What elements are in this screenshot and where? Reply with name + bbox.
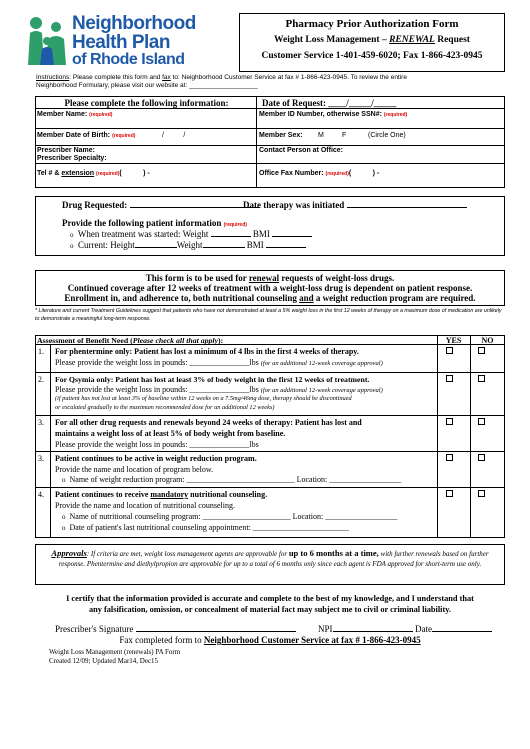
row-number: 2. [38,375,44,384]
member-id-input[interactable] [259,119,499,127]
phentermine-yes-checkbox[interactable] [446,347,453,354]
provide-info-label: Provide the following patient information (required) [62,218,247,228]
member-sex-label: Member Sex: [259,132,303,139]
qsymia-weight-loss[interactable]: Please provide the weight loss in pounds: _______________lbs (for an additional 12-week coverage approval) [55,385,383,394]
fax-instruction: Fax completed form to Neighborhood Customer Service at fax # 1-866-423-0945 [119,635,421,645]
drug-requested-label: Drug Requested: [62,200,260,210]
approvals-text: Approvals: If criteria are met, weight loss management agents are approvable for up to 6 months at a time, with further renewals based on further response. Phentermine and diethylpropion are approvable for up to a total of 6 months only since each agent is FDA approved for short-term use only. [51,548,489,568]
phentermine-no-checkbox[interactable] [478,347,485,354]
start-weight-line[interactable]: o When treatment was started: Weight BMI [70,229,312,239]
other-drugs-no-checkbox[interactable] [478,418,485,425]
qsymia-yes-checkbox[interactable] [446,375,453,382]
row-number: 3. [38,454,44,463]
row-number: 3. [38,418,44,427]
notice-line-3: Enrollment in, and adherence to, both nutritional counseling and a weight reduction program are required. [64,293,476,303]
logo-line-2: Health Plan [72,32,170,53]
member-name-label: Member Name: (required) [37,111,113,118]
weight-program-no-checkbox[interactable] [478,454,485,461]
notice-line-2: Continued coverage after 12 weeks of treatment with a weight-loss drug is dependent on patient response. [67,283,473,293]
date-of-request: Date of Request: ____/_____/_____ [262,98,397,108]
counseling-program-field[interactable]: o Name of nutritional counseling program: ______________________ Location: __________________ [62,512,398,521]
other-drugs-criterion-2: maintains a weight loss of at least 5% of body weight from baseline. [55,429,286,438]
other-drugs-criterion: For all other drug requests and renewals beyond 24 weeks of therapy: Patient has lost and [55,418,362,427]
counseling-yes-checkbox[interactable] [446,490,453,497]
yes-column-header: YES [445,336,462,345]
qsymia-no-checkbox[interactable] [478,375,485,382]
phentermine-criterion: For phentermine only: Patient has lost a minimum of 4 lbs in the first 4 weeks of therapy. [55,347,359,356]
other-drugs-yes-checkbox[interactable] [446,418,453,425]
prescriber-specialty-label: Prescriber Specialty: [37,155,107,162]
sex-f-option[interactable]: F [342,132,347,139]
family-icon [26,15,72,67]
instructions: Instructions: Please complete this form and fax to: Neighborhood Customer Service at fax # 1-866-423-0945. To review the entire Neighborhood Formulary, please visit our website at: ___________________ [36,74,407,89]
form-title: Pharmacy Prior Authorization Form [285,18,459,30]
customer-service-line: Customer Service 1-401-459-6020; Fax 1-866-423-0945 [261,51,483,61]
counseling-no-checkbox[interactable] [478,490,485,497]
no-column-header: NO [481,336,494,345]
certify-line-1: I certify that the information provided is accurate and complete to the best of my knowledge, and I understand that [66,594,474,603]
counseling-criterion: Patient continues to receive mandatory nutritional counseling. [55,490,268,499]
office-fax-label: Office Fax Number: (required)( ) - [259,170,380,177]
other-drugs-weight-loss[interactable]: Please provide the weight loss in pounds: _______________lbs [55,440,259,449]
prescriber-name-label: Prescriber Name: [37,147,95,154]
date-field[interactable]: Date [415,624,492,634]
footer-line-2: Created 12/09; Updated Mar14, Dec15 [49,657,159,665]
weight-program-instruction: Provide the name and location of program below. [55,465,214,474]
member-id-label: Member ID Number, otherwise SSN#: (required) [259,111,408,118]
notice-footnote: * Literature and current Treatment Guidelines suggest that patients who have not demonstrated at least a 5% weight loss in the first 12 weeks of therapy on a maximum dose of medication are unlikely to demonstrate a meaningful long-term response. [35,308,502,322]
assessment-header: Assessment of Benefit Need (Please check all that apply): [37,336,224,345]
please-complete-label: Please complete the following information: [64,98,229,108]
qsymia-note-1: (if patient has not lost at least 3% of baseline within 12 weeks on a 7.5mg/46mg dose, therapy should be discontinued [55,395,352,402]
form-subtitle: Weight Loss Management – RENEWAL Request [274,35,470,45]
logo [26,13,216,73]
dob-label: Member Date of Birth: (required) [37,132,136,139]
logo-line-3: of Rhode Island [72,51,185,68]
sex-m-option[interactable]: M [318,132,324,139]
dob-slashes[interactable]: / / [162,132,186,139]
qsymia-criterion: For Qsymia only: Patient has lost at least 3% of body weight in the first 12 weeks of treatment. [55,375,370,384]
weight-program-yes-checkbox[interactable] [446,454,453,461]
date-initiated-label: Date therapy was initiated [243,200,467,210]
npi-field[interactable]: NPI [318,624,413,634]
row-number: 1. [38,347,44,356]
tel-label: Tel # & extension (required)( ) - [37,170,150,177]
certify-line-2: any falsification, omission, or concealment of material fact may subject me to civil or criminal liability. [89,605,451,614]
member-name-input[interactable] [37,119,252,127]
notice-line-1: This form is to be used for renewal requests of weight-loss drugs. [145,273,395,283]
contact-person-label: Contact Person at Office: [259,147,344,154]
weight-program-criterion: Patient continues to be active in weight reduction program. [55,454,257,463]
row-number: 4. [38,490,44,499]
logo-line-1: Neighborhood [72,13,196,34]
weight-program-name-field[interactable]: o Name of weight reduction program: ___________________________ Location: __________________ [62,475,402,484]
current-measure-line[interactable]: o Current: Height Weight BMI [70,240,306,250]
circle-one-hint: (Circle One) [368,132,406,139]
counseling-instruction: Provide the name and location of nutritional counseling. [55,501,235,510]
counseling-date-field[interactable]: o Date of patient's last nutritional counseling appointment: ________________________ [62,523,349,532]
prescriber-signature-field[interactable]: Prescriber's Signature [55,624,296,634]
footer-line-1: Weight Loss Management (renewals) PA Form [49,648,181,656]
phentermine-weight-loss[interactable]: Please provide the weight loss in pounds: _______________lbs (for an additional 12-week coverage approval) [55,358,383,367]
qsymia-note-2: or escalated gradually to the maximum recommended dose for an additional 12 weeks) [55,404,275,411]
